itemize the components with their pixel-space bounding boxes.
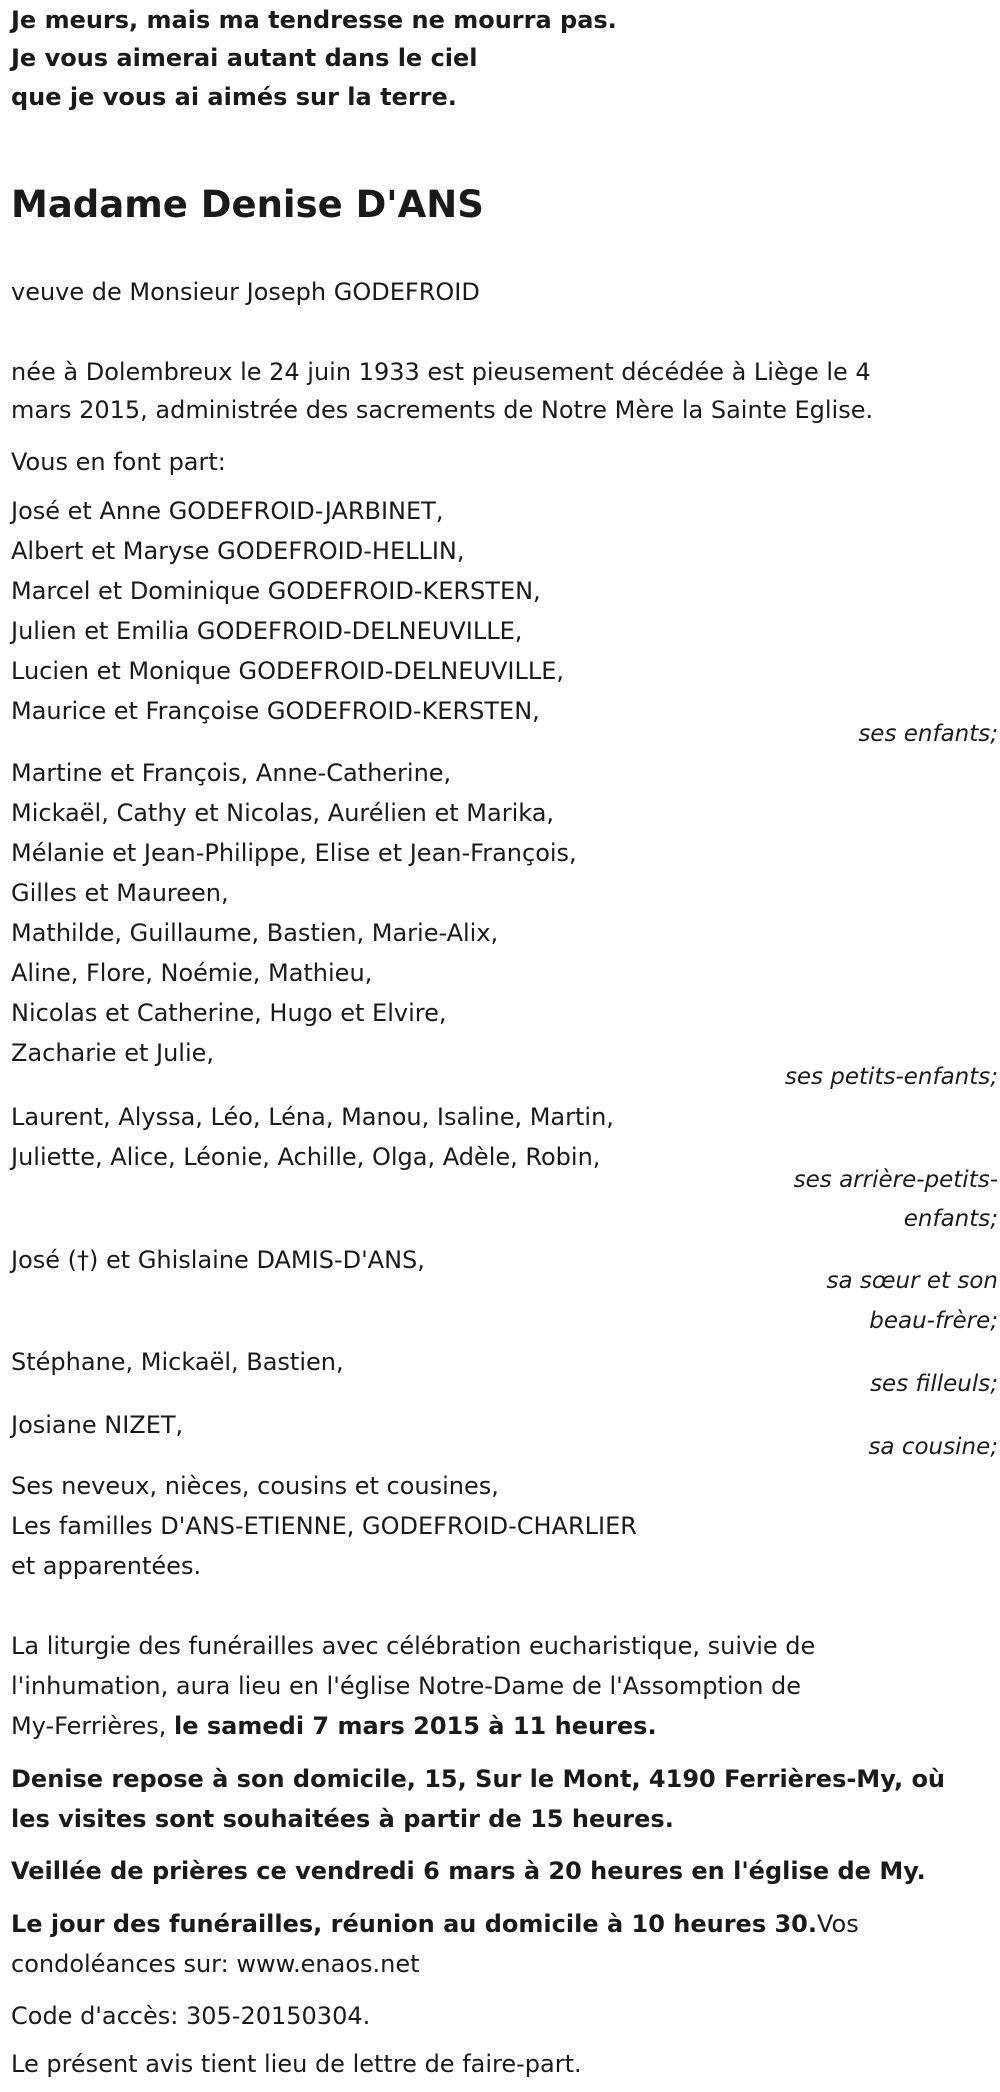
grandchildren-name-line: Mathilde, Guillaume, Bastien, Marie-Alix, bbox=[11, 919, 499, 947]
poem-line: Je meurs, mais ma tendresse ne mourra pas. bbox=[11, 6, 617, 34]
condolences-line: condoléances sur: www.enaos.net bbox=[11, 1950, 420, 1978]
grandchildren-name-line: Gilles et Maureen, bbox=[11, 879, 229, 907]
birth-death-line: née à Dolembreux le 24 juin 1933 est pieusement décédée à Liège le 4 bbox=[11, 358, 871, 386]
deceased-name-title: Madame Denise D'ANS bbox=[11, 183, 484, 226]
children-name-line: Lucien et Monique GODEFROID-DELNEUVILLE, bbox=[11, 657, 564, 685]
grandchildren-name-line: Mickaël, Cathy et Nicolas, Aurélien et Marika, bbox=[11, 799, 555, 827]
relation-label-children: ses enfants; bbox=[858, 721, 998, 747]
birth-death-line: mars 2015, administrée des sacrements de Notre Mère la Sainte Eglise. bbox=[11, 396, 874, 424]
repose-line: Denise repose à son domicile, 15, Sur le Mont, 4190 Ferrières-My, où bbox=[11, 1765, 946, 1793]
liturgy-date: le samedi 7 mars 2015 à 11 heures. bbox=[174, 1712, 657, 1740]
poem-line: que je vous ai aimés sur la terre. bbox=[11, 83, 457, 111]
relation-label-grandchildren: ses petits-enfants; bbox=[784, 1064, 998, 1090]
relation-label-cousin: sa cousine; bbox=[868, 1434, 998, 1460]
godchildren-name-line: Stéphane, Mickaël, Bastien, bbox=[11, 1348, 344, 1376]
relation-label-sibling: sa sœur et son bbox=[826, 1268, 998, 1294]
access-code-line: Code d'accès: 305-20150304. bbox=[11, 2002, 371, 2030]
liturgy-line: La liturgie des funérailles avec célébration eucharistique, suivie de bbox=[11, 1632, 816, 1660]
announce-line: Vous en font part: bbox=[11, 448, 226, 476]
liturgy-line bbox=[11, 1712, 657, 1740]
grandchildren-name-line: Aline, Flore, Noémie, Mathieu, bbox=[11, 959, 373, 987]
reunion-bold: Le jour des funérailles, réunion au domicile à 10 heures 30. bbox=[11, 1910, 817, 1938]
relation-label-great-grandchildren: ses arrière-petits- bbox=[793, 1167, 998, 1193]
poem-line: Je vous aimerai autant dans le ciel bbox=[11, 44, 478, 72]
reunion-normal: Vos bbox=[816, 1910, 859, 1938]
relation-label-sibling: beau-frère; bbox=[869, 1308, 998, 1334]
children-name-line: Marcel et Dominique GODEFROID-KERSTEN, bbox=[11, 577, 541, 605]
repose-line: les visites sont souhaitées à partir de 15 heures. bbox=[11, 1805, 674, 1833]
others-line: Ses neveux, nièces, cousins et cousines, bbox=[11, 1472, 499, 1500]
children-name-line: José et Anne GODEFROID-JARBINET, bbox=[11, 497, 444, 525]
others-line: et apparentées. bbox=[11, 1552, 202, 1580]
great-grandchildren-name-line: Laurent, Alyssa, Léo, Léna, Manou, Isaline, Martin, bbox=[11, 1103, 614, 1131]
cousin-name-line: Josiane NIZET, bbox=[11, 1411, 184, 1439]
closing-line: Le présent avis tient lieu de lettre de faire-part. bbox=[11, 2050, 582, 2078]
liturgy-place: My-Ferrières, bbox=[11, 1712, 167, 1740]
vigil-line: Veillée de prières ce vendredi 6 mars à 20 heures en l'église de My. bbox=[11, 1857, 926, 1885]
children-name-line: Maurice et Françoise GODEFROID-KERSTEN, bbox=[11, 697, 540, 725]
others-line: Les familles D'ANS-ETIENNE, GODEFROID-CHARLIER bbox=[11, 1512, 637, 1540]
relation-label-godchildren: ses filleuls; bbox=[870, 1371, 998, 1397]
widow-line: veuve de Monsieur Joseph GODEFROID bbox=[11, 278, 480, 306]
great-grandchildren-name-line: Juliette, Alice, Léonie, Achille, Olga, Adèle, Robin, bbox=[11, 1143, 601, 1171]
sibling-name-line: José (†) et Ghislaine DAMIS-D'ANS, bbox=[11, 1246, 425, 1274]
children-name-line: Albert et Maryse GODEFROID-HELLIN, bbox=[11, 537, 465, 565]
children-name-line: Julien et Emilia GODEFROID-DELNEUVILLE, bbox=[11, 617, 523, 645]
grandchildren-name-line: Martine et François, Anne-Catherine, bbox=[11, 759, 452, 787]
grandchildren-name-line: Zacharie et Julie, bbox=[11, 1039, 215, 1067]
grandchildren-name-line: Nicolas et Catherine, Hugo et Elvire, bbox=[11, 999, 447, 1027]
grandchildren-name-line: Mélanie et Jean-Philippe, Elise et Jean-François, bbox=[11, 839, 577, 867]
liturgy-line: l'inhumation, aura lieu en l'église Notre-Dame de l'Assomption de bbox=[11, 1672, 802, 1700]
reunion-line bbox=[11, 1910, 859, 1938]
relation-label-great-grandchildren: enfants; bbox=[903, 1206, 998, 1232]
